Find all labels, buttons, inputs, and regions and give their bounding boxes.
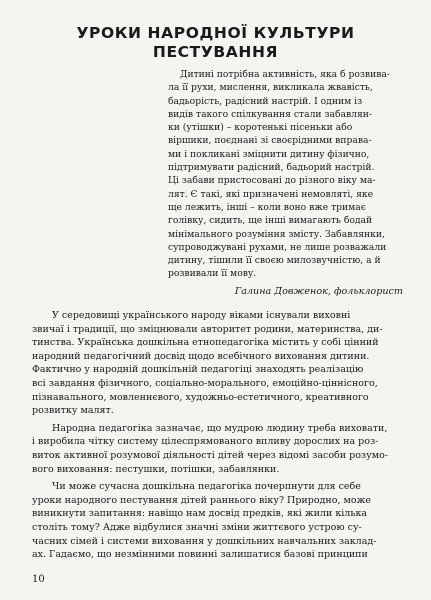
page-title xyxy=(40,24,391,62)
epigraph-line: ки (утішки) – коротенькі пісеньки або xyxy=(168,122,353,134)
body-line: виникнути запитання: навіщо нам досвід предків, які жили кілька xyxy=(32,508,368,520)
epigraph-line: розвивали її мову. xyxy=(168,268,257,280)
body-line: звичаї і традиції, що зміцнювали авторитет родини, материнства, ди- xyxy=(32,323,383,335)
epigraph-line: лят. Є такі, які призначені немовляті, яке xyxy=(168,188,374,200)
epigraph-line: мінімального розуміння змісту. Забавлянки, xyxy=(168,228,385,240)
body-line: виток активної розумової діяльності дітей через відомі засоби розумо- xyxy=(32,449,389,461)
epigraph-line: Дитині потрібна активність, яка б розвива- xyxy=(180,69,390,80)
body-line: уроки народного пестування дітей раннього віку? Природно, може xyxy=(32,494,371,506)
epigraph-line: ла її рухи, мислення, викликала жвавість, xyxy=(168,82,373,94)
body-text xyxy=(32,309,408,562)
page-number: 10 xyxy=(32,574,45,585)
body-line: розвитку малят. xyxy=(32,405,114,417)
body-line: тинства. Українська дошкільна етнопедагогіка містить у собі цінний xyxy=(32,337,379,349)
body-line: Народна педагогіка зазначає, що мудрою людину треба виховати, xyxy=(52,422,388,434)
epigraph-line: підтримувати радісний, бадьорий настрій. xyxy=(168,162,375,174)
epigraph-line: віршики, поєднані зі своєрідними вправа- xyxy=(168,135,372,147)
title-line-1: УРОКИ НАРОДНОЇ КУЛЬТУРИ xyxy=(76,24,355,42)
epigraph-line: дитину, тішили її своєю милозвучністю, а й xyxy=(168,255,381,267)
body-line: всі завдання фізичного, соціально-морального, емоційно-ціннісного, xyxy=(32,377,378,389)
epigraph-line: голівку, сидить, ще інші вимагають бодай xyxy=(168,215,373,227)
title-line-2: ПЕСТУВАННЯ xyxy=(152,43,279,61)
body-line: Чи може сучасна дошкільна педагогіка почерпнути для себе xyxy=(52,481,361,493)
body-line: пізнавального, мовленнєвого, художньо-естетичного, креативного xyxy=(32,391,369,403)
body-line: Фактично у народній дошкільній педагогіці знаходять реалізацію xyxy=(32,364,364,376)
epigraph-line: ще лежить, інші – коли воно вже тримає xyxy=(168,201,366,213)
body-line: народний педагогічний досвід щодо всебічного виховання дитини. xyxy=(32,350,370,362)
epigraph-line: супроводжувані рухами, не лише розважали xyxy=(168,241,387,253)
epigraph-line: ми і покликані зміцнити дитину фізично, xyxy=(168,148,370,160)
body-line: вого виховання: пестушки, потішки, забавлянки. xyxy=(32,463,280,475)
body-line: ах. Гадаємо, що незмінними повинні залишатися базові принципи xyxy=(32,549,368,561)
epigraph-line: видів такого спілкування стали забавлян- xyxy=(168,108,373,120)
body-line: століть тому? Адже відбулися значні зміни життєвого устрою су- xyxy=(32,521,362,533)
body-line: і виробила чітку систему цілеспрямованого впливу дорослих на роз- xyxy=(32,436,379,448)
body-line: часних сімей і системи виховання у дошкільних навчальних заклад- xyxy=(32,535,377,547)
epigraph-line: бадьорість, радісний настрій. І одним із xyxy=(168,95,363,107)
body-line: У середовищі українського народу віками існували виховні xyxy=(52,310,351,321)
epigraph-attribution: Галина Довженок, фольклорист xyxy=(234,286,403,297)
epigraph xyxy=(168,68,408,281)
epigraph-line: Ці забави пристосовані до різного віку ма- xyxy=(168,175,376,187)
